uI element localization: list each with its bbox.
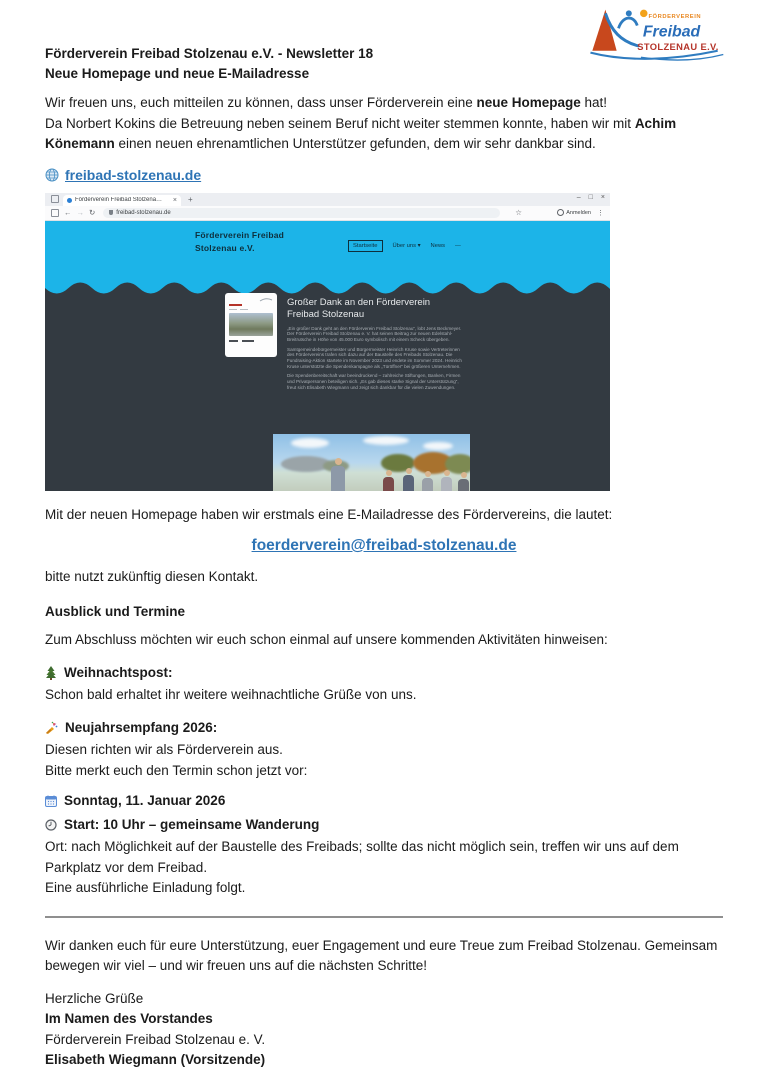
photo-person	[383, 470, 394, 491]
wave-divider	[45, 277, 610, 299]
neujahr-line1: Diesen richten wir als Förderverein aus.	[45, 742, 283, 757]
newsletter-title: Förderverein Freibad Stolzenau e.V. - Newsletter 18	[45, 46, 374, 61]
browser-app-icon	[51, 195, 59, 203]
photo-person	[441, 470, 452, 491]
termin-einladung: Eine ausführliche Einladung folgt.	[45, 880, 246, 895]
termin-date-row	[45, 791, 723, 812]
logo-text-sub: STOLZENAU E.V.	[637, 41, 719, 52]
termin-ort: Ort: nach Möglichkeit auf der Baustelle des Freibads; sollte das nicht möglich sein, treffen wir uns auf dem Parkplatz vor dem Freibad.	[45, 839, 679, 875]
group-photo	[273, 434, 470, 491]
weihnachtspost-body: Schon bald erhaltet ihr weitere weihnachtliche Grüße von uns.	[45, 687, 417, 702]
website-content	[45, 221, 610, 491]
club-logo-graphic	[584, 4, 726, 62]
newsletter-subtitle: Neue Homepage und neue E-Mailadresse	[45, 66, 310, 81]
photo-person	[331, 458, 345, 491]
maximize-icon[interactable]: □	[588, 193, 593, 201]
photo-person	[458, 472, 469, 491]
tree-icon	[45, 666, 57, 680]
email-link[interactable]: foerderverein@freibad-stolzenau.de	[251, 537, 517, 554]
browser-tab[interactable]	[63, 195, 181, 206]
logo-diver-head	[626, 10, 632, 16]
intro-bold-homepage: neue Homepage	[476, 95, 581, 110]
section-heading-ausblick: Ausblick und Termine	[45, 603, 186, 619]
email-intro: Mit der neuen Homepage haben wir erstmals eine E-Mailadresse des Fördervereins, die lautet:	[45, 506, 613, 522]
signin-button[interactable]	[557, 209, 591, 216]
site-nav	[348, 240, 461, 252]
logo-ball	[640, 10, 647, 17]
club-logo	[584, 4, 726, 62]
intro-text-4: einen neuen ehrenamtlichen Unterstützer gefunden, dem wir sehr dankbar sind.	[114, 136, 596, 151]
profile-icon	[557, 209, 564, 216]
homepage-link[interactable]: freibad-stolzenau.de	[65, 166, 202, 183]
intro-text-3: Da Norbert Kokins die Betreuung neben seinem Beruf nicht weiter stemmen konnte, haben wir mit	[45, 115, 635, 131]
nav-item-more[interactable]: —	[455, 242, 461, 249]
site-header	[45, 221, 610, 277]
article-heading-line2: Freibad Stolzenau	[287, 309, 365, 320]
thumbnail-logo-icon	[259, 297, 273, 302]
termin-time: Start: 10 Uhr – gemeinsame Wanderung	[64, 816, 320, 832]
nav-item-news[interactable]: News	[430, 242, 446, 249]
site-title-line2: Stolzenau e.V.	[195, 242, 255, 253]
termin-date: Sonntag, 11. Januar 2026	[64, 793, 226, 808]
url-text: freibad-stolzenau.de	[116, 209, 171, 216]
termin-time-row	[45, 815, 723, 836]
logo-text-small: FÖRDERVEREIN	[648, 14, 702, 21]
site-article-section	[45, 296, 610, 491]
back-icon[interactable]: ←	[64, 207, 72, 217]
article-thumbnail-card[interactable]	[225, 293, 277, 357]
new-tab-button[interactable]: +	[188, 194, 193, 204]
nav-item-ueber-uns[interactable]: Über uns ▾	[392, 242, 421, 249]
article-paragraph-1: „Ein großer Dank geht an den Förderverein Freibad Stolzenau“, lobt Jens Beckmeyer. Der Förderverein Freibad Stolzenau e. V. hat seinen Beitrag zur neuen Edelstahl-Breitrutsche in Höhe von 45.000 Euro symbolisch mit einem Scheck übergeben.	[287, 325, 462, 342]
thumbnail-photo	[229, 313, 273, 336]
bookmark-icon[interactable]: ☆	[515, 207, 523, 217]
shield-icon	[109, 210, 113, 215]
photo-person	[403, 468, 414, 491]
site-title	[195, 229, 284, 255]
window-controls	[577, 194, 605, 201]
article-heading	[287, 297, 467, 322]
weihnachtspost-title: Weihnachtspost:	[64, 664, 173, 680]
logo-wave-line-1	[590, 51, 717, 59]
thumbnail-footer-bars	[229, 340, 273, 342]
website-screenshot	[45, 193, 610, 490]
logo-diver-icon	[619, 18, 638, 28]
closing-vorstand: Im Namen des Vorstandes	[45, 1011, 213, 1026]
article-paragraph-2: Samtgemeindebürgermeister und Bürgermeister Heinrich Kruse sowie Vertreterinnen des Fördervereins trafen sich dazu auf der Baustelle des Freibads Stolzenau. Die Fundraising-Aktion startete im November 2023 und endete im Sommer 2024. Heinrich Kruse unterstützte die Spendenkampagne als „Türöffner“ bei größeren Unternehmen.	[287, 346, 462, 369]
site-article	[287, 297, 467, 391]
signature-block	[45, 989, 723, 1071]
weihnachtspost-heading	[45, 663, 723, 684]
homepage-link-row	[45, 167, 723, 183]
closing-name: Elisabeth Wiegmann (Vorsitzende)	[45, 1052, 266, 1067]
neujahr-heading	[45, 718, 723, 739]
tab-close-icon[interactable]: ×	[172, 196, 177, 204]
browser-tab-strip	[45, 193, 610, 206]
closing-org: Förderverein Freibad Stolzenau e. V.	[45, 1031, 266, 1047]
intro-text-2: hat!	[580, 95, 608, 110]
toolbar-right-cluster	[557, 209, 604, 217]
divider-rule	[45, 916, 723, 918]
close-icon[interactable]: ×	[600, 193, 605, 201]
closing-greeting: Herzliche Grüße	[45, 990, 144, 1006]
globe-icon	[45, 168, 59, 182]
clock-icon	[45, 819, 57, 831]
thumbnail-title-bar	[229, 304, 242, 306]
thumbnail-nav-bars	[229, 309, 273, 311]
overflow-menu-icon[interactable]: ⋮	[597, 209, 604, 217]
signin-label: Anmelden	[566, 209, 591, 216]
article-paragraph-3: Die Spendenbereitschaft war beeindruckend – zahlreiche Stiftungen, Banken, Firmen und Privatpersonen beteiligen sich. „Es gab dieses starke Signal der Unterstützung“, freut sich Elisabeth Wiegmann und zeigt sich dankbar für die vielen Zuwendungen.	[287, 373, 461, 390]
sidebar-toggle-icon[interactable]	[51, 209, 59, 217]
site-title-line1: Förderverein Freibad	[195, 229, 285, 240]
closing-thanks: Wir danken euch für eure Unterstützung, euer Engagement und eure Treue zum Freibad Stolzenau. Gemeinsam bewegen wir viel – und wir freuen uns auf die nächsten Schritte!	[45, 937, 718, 973]
neujahr-line2: Bitte merkt euch den Termin schon jetzt vor:	[45, 762, 308, 778]
browser-toolbar	[45, 206, 610, 221]
calendar-icon	[45, 795, 57, 807]
nav-item-startseite[interactable]: Startseite	[348, 240, 383, 252]
photo-person	[422, 471, 433, 491]
intro-bold-name: Achim Könemann	[45, 115, 677, 151]
url-bar[interactable]	[103, 208, 500, 218]
minimize-icon[interactable]: –	[576, 193, 581, 201]
article-heading-line1: Großer Dank an den Förderverein	[287, 296, 431, 308]
intro-paragraph	[45, 93, 723, 155]
neujahr-title: Neujahrsempfang 2026:	[65, 719, 218, 735]
site-favicon-icon	[67, 198, 72, 203]
browser-tab-title: Förderverein Freibad Stolzena…	[75, 197, 163, 203]
ausblick-intro: Zum Abschluss möchten wir euch schon einmal auf unsere kommenden Aktivitäten hinweisen:	[45, 632, 608, 647]
party-popper-icon	[45, 721, 58, 734]
intro-text-1: Wir freuen uns, euch mitteilen zu können, dass unser Förderverein eine	[45, 95, 477, 110]
email-outro: bitte nutzt zukünftig diesen Kontakt.	[45, 569, 259, 584]
logo-text-main: Freibad	[642, 23, 701, 41]
forward-icon[interactable]: →	[76, 207, 84, 217]
reload-icon[interactable]: ↻	[89, 207, 96, 217]
